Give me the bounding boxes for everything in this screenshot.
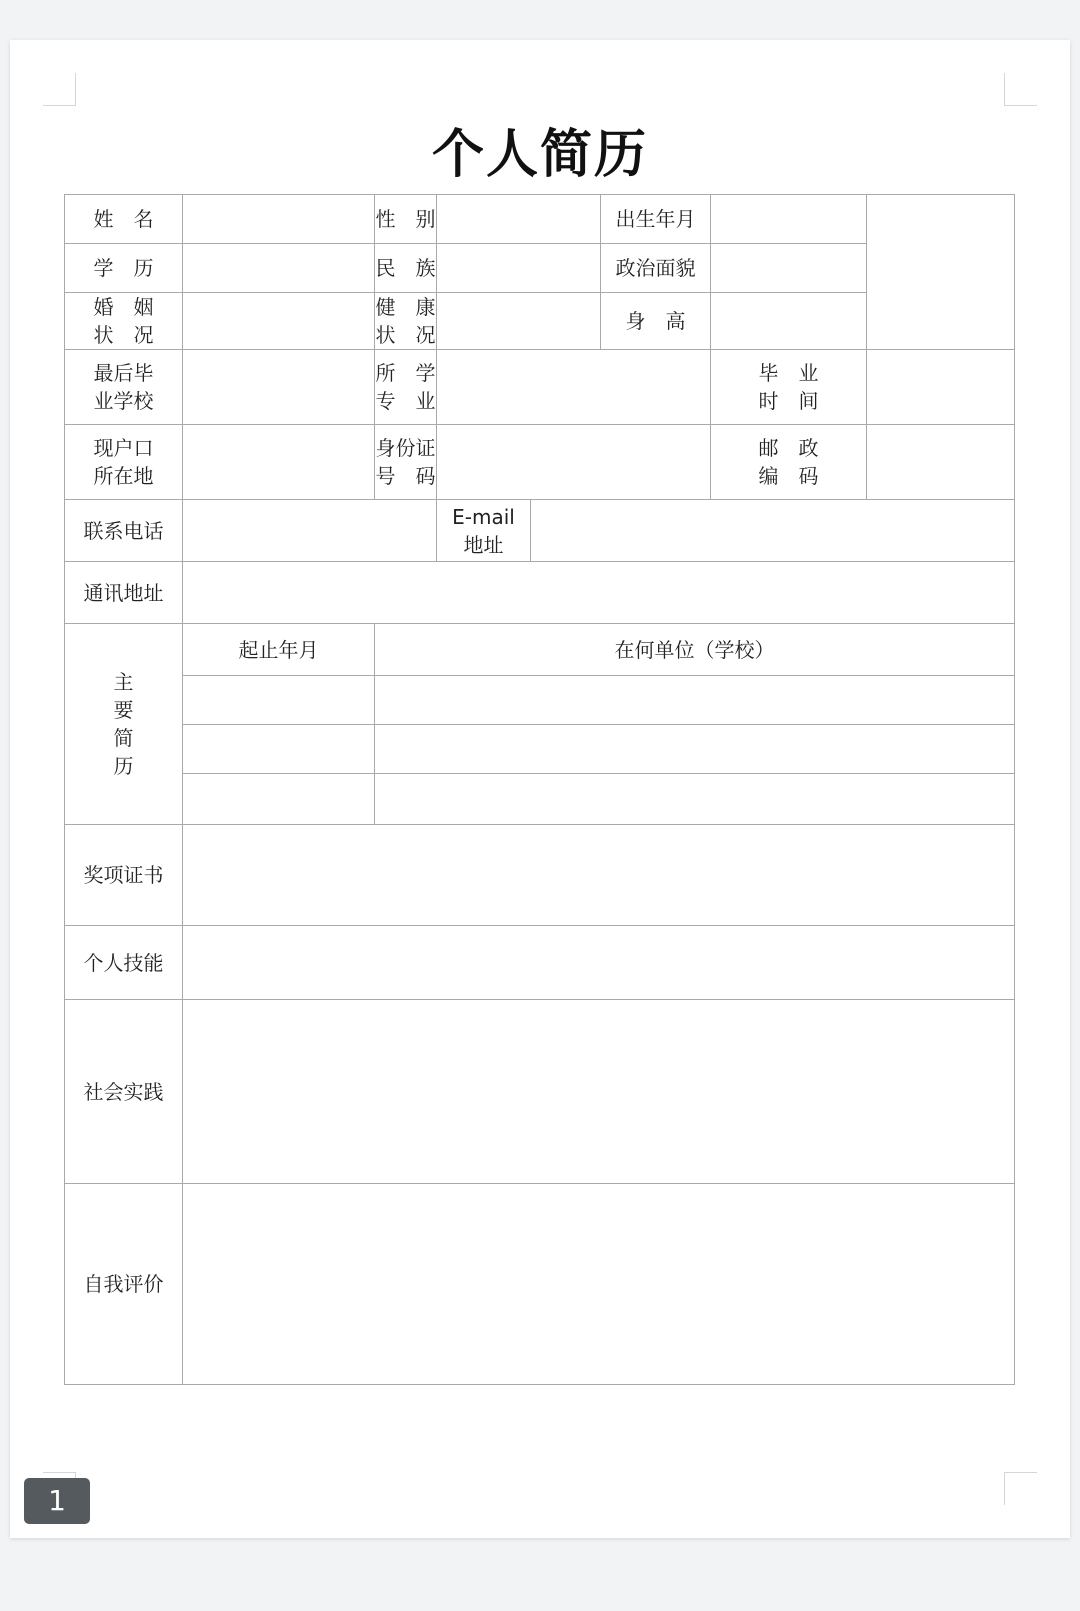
label-education: 学 历 bbox=[65, 244, 183, 293]
field-hukou[interactable] bbox=[183, 425, 375, 500]
label-address: 通讯地址 bbox=[65, 562, 183, 624]
history-header-unit: 在何单位（学校） bbox=[375, 624, 1015, 676]
history-unit-field[interactable] bbox=[375, 774, 1015, 825]
field-skills[interactable] bbox=[183, 926, 1015, 1000]
document-page bbox=[10, 40, 1070, 1538]
history-date-field[interactable] bbox=[183, 725, 375, 774]
page-corner-mark bbox=[1004, 73, 1037, 106]
field-awards[interactable] bbox=[183, 825, 1015, 926]
history-unit-field[interactable] bbox=[375, 676, 1015, 725]
field-self-eval[interactable] bbox=[183, 1184, 1015, 1385]
label-name: 姓 名 bbox=[65, 195, 183, 244]
field-address[interactable] bbox=[183, 562, 1015, 624]
field-birth[interactable] bbox=[711, 195, 867, 244]
label-school: 最后毕 业学校 bbox=[65, 350, 183, 425]
page-title: 个人简历 bbox=[431, 125, 648, 185]
page-corner-mark bbox=[1004, 1472, 1037, 1505]
field-name[interactable] bbox=[183, 195, 375, 244]
page-corner-mark bbox=[43, 73, 76, 106]
field-health[interactable] bbox=[437, 293, 601, 350]
field-email[interactable] bbox=[531, 500, 1015, 562]
label-marital: 婚 姻 状 况 bbox=[65, 293, 183, 350]
field-marital[interactable] bbox=[183, 293, 375, 350]
label-phone: 联系电话 bbox=[65, 500, 183, 562]
label-height: 身 高 bbox=[601, 293, 711, 350]
label-health: 健 康 状 况 bbox=[375, 293, 437, 350]
field-postal[interactable] bbox=[867, 425, 1015, 500]
label-postal: 邮 政 编 码 bbox=[711, 425, 867, 500]
label-practice: 社会实践 bbox=[65, 1000, 183, 1184]
label-id-number: 身份证 号 码 bbox=[375, 425, 437, 500]
history-date-field[interactable] bbox=[183, 774, 375, 825]
field-height[interactable] bbox=[711, 293, 867, 350]
resume-form-table bbox=[64, 194, 1015, 1385]
label-hukou: 现户口 所在地 bbox=[65, 425, 183, 500]
field-political[interactable] bbox=[711, 244, 867, 293]
label-skills: 个人技能 bbox=[65, 926, 183, 1000]
label-birth: 出生年月 bbox=[601, 195, 711, 244]
field-school[interactable] bbox=[183, 350, 375, 425]
field-practice[interactable] bbox=[183, 1000, 1015, 1184]
label-grad-time: 毕 业 时 间 bbox=[711, 350, 867, 425]
field-phone[interactable] bbox=[183, 500, 437, 562]
label-self-eval: 自我评价 bbox=[65, 1184, 183, 1385]
field-education[interactable] bbox=[183, 244, 375, 293]
label-email: E-mail 地址 bbox=[437, 500, 531, 562]
field-id-number[interactable] bbox=[437, 425, 711, 500]
field-major[interactable] bbox=[437, 350, 711, 425]
label-gender: 性 别 bbox=[375, 195, 437, 244]
label-political: 政治面貌 bbox=[601, 244, 711, 293]
label-major: 所 学 专 业 bbox=[375, 350, 437, 425]
history-date-field[interactable] bbox=[183, 676, 375, 725]
history-unit-field[interactable] bbox=[375, 725, 1015, 774]
page-number-badge[interactable]: 1 bbox=[24, 1478, 90, 1524]
label-ethnicity: 民 族 bbox=[375, 244, 437, 293]
field-ethnicity[interactable] bbox=[437, 244, 601, 293]
label-awards: 奖项证书 bbox=[65, 825, 183, 926]
label-history: 主 要 简 历 bbox=[65, 624, 183, 825]
field-gender[interactable] bbox=[437, 195, 601, 244]
photo-cell[interactable] bbox=[867, 195, 1015, 350]
history-header-date: 起止年月 bbox=[183, 624, 375, 676]
field-grad-time[interactable] bbox=[867, 350, 1015, 425]
